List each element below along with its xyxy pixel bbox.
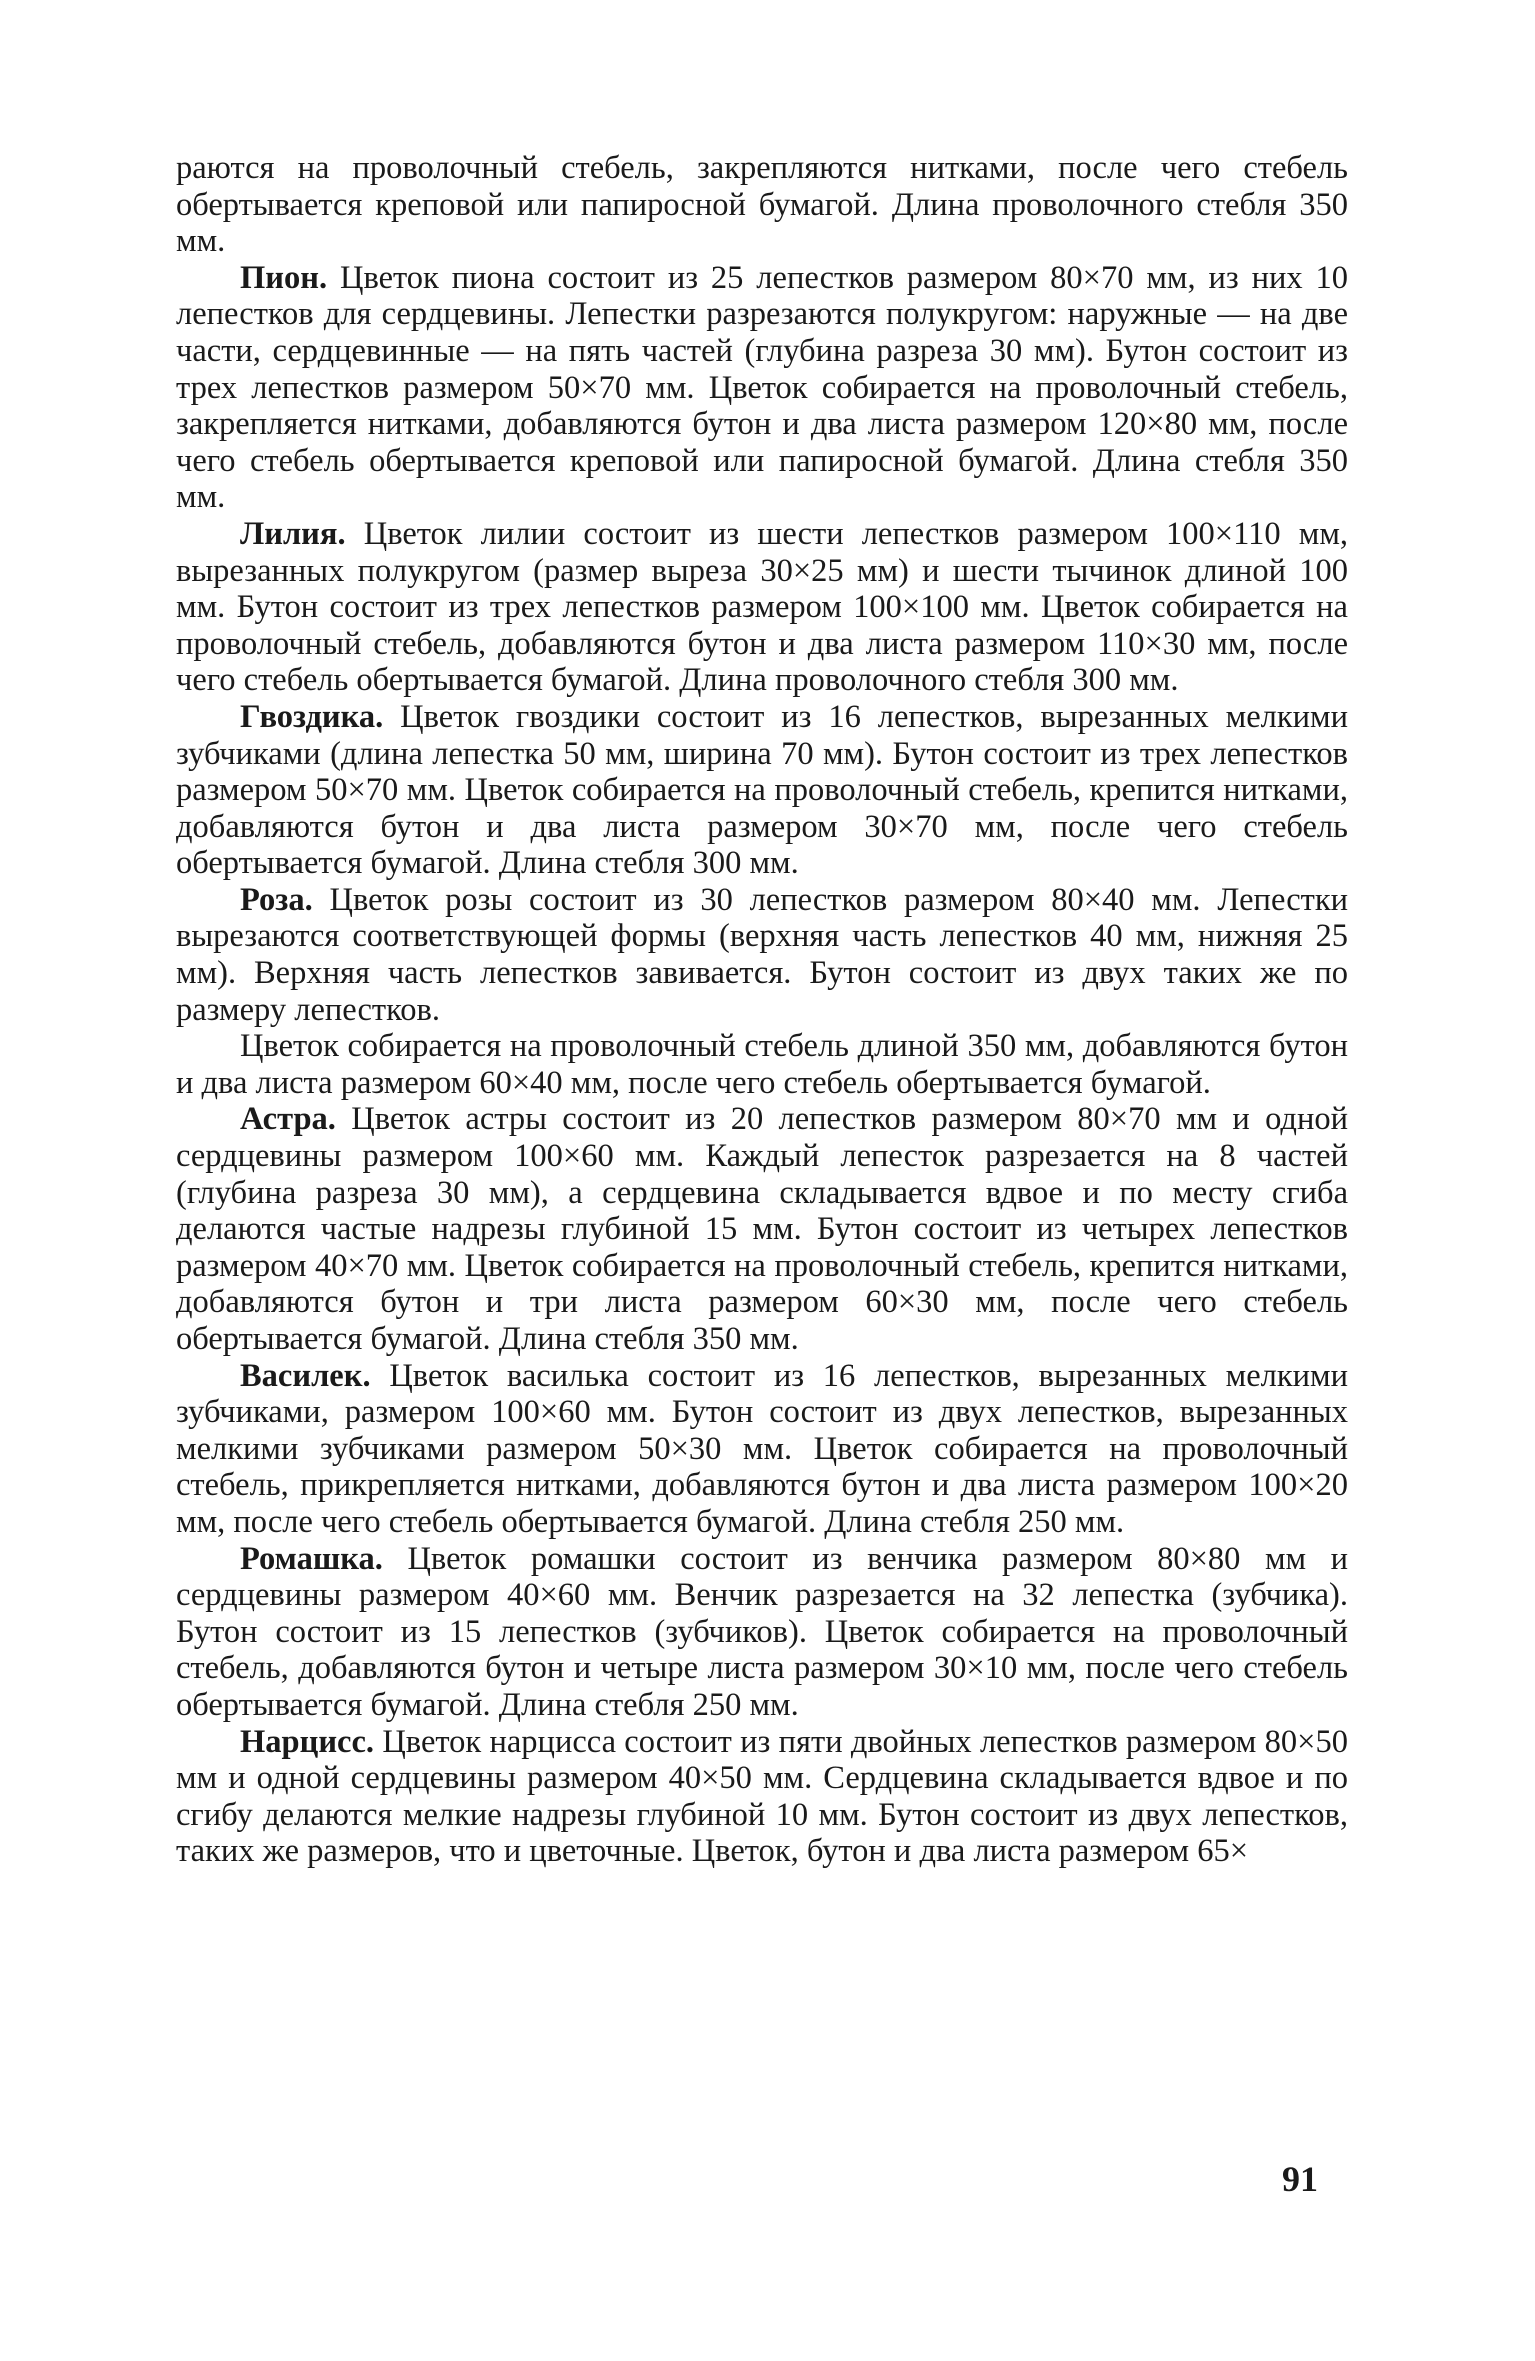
paragraph-term: Роза. [240, 881, 313, 918]
paragraph-text: Цветок собирается на проволочный стебель длиной 350 мм, добавляются бутон и два листа размером 60×40 мм, после чего стебель обертывается бумагой. [176, 1028, 1348, 1101]
paragraph-text: Цветок астры состоит из 20 лепестков размером 80×70 мм и одной сердцевины размером 100×60 мм. Каждый лепесток разрезается на 8 частей (глубина разреза 30 мм), а сердцевина складывается вдвое и по месту сгиба делаются частые надрезы глубиной 15 мм. Бутон состоит из четырех лепестков размером 40×70 мм. Цветок собирается на проволочный стебель, крепится нитками, добавляются бутон и три листа размером 60×30 мм, после чего стебель обертывается бумагой. Длина стебля 350 мм. [176, 1101, 1348, 1357]
paragraph-vasilek [176, 1358, 1348, 1541]
paragraph-intro [176, 150, 1348, 260]
paragraph-text: Цветок пиона состоит из 25 лепестков размером 80×70 мм, из них 10 лепестков для сердцевины. Лепестки разрезаются полукругом: наружные — на две части, сердцевинные — на пять частей (глубина разреза 30 мм). Бутон состоит из трех лепестков размером 50×70 мм. Цветок собирается на проволочный стебель, закрепляется нитками, добавляются бутон и два листа размером 120×80 мм, после чего стебель обертывается креповой или папиросной бумагой. Длина стебля 350 мм. [176, 259, 1348, 516]
paragraph-astra [176, 1101, 1348, 1357]
paragraph-term: Василек. [240, 1357, 371, 1394]
paragraph-text: Цветок нарцисса состоит из пяти двойных лепестков размером 80×50 мм и одной сердцевины размером 40×50 мм. Сердцевина складывается вдвое и по сгибу делаются мелкие надрезы глубиной 10 мм. Бутон состоит из двух лепестков, таких же размеров, что и цветочные. Цветок, бутон и два листа размером 65× [176, 1723, 1348, 1870]
paragraph-term: Гвоздика. [240, 698, 384, 735]
paragraph-term: Лилия. [240, 515, 346, 552]
paragraph-roza-continued [176, 1028, 1348, 1101]
paragraph-romashka [176, 1541, 1348, 1724]
paragraph-nartsiss [176, 1724, 1348, 1870]
paragraph-liliya [176, 516, 1348, 699]
paragraph-text: раются на проволочный стебель, закрепляются нитками, после чего стебель обертывается креповой или папиросной бумагой. Длина проволочного стебля 350 мм. [176, 150, 1348, 260]
page-body [176, 150, 1348, 1870]
paragraph-term: Ромашка. [240, 1540, 383, 1577]
paragraph-text: Цветок василька состоит из 16 лепестков, вырезанных мелкими зубчиками, размером 100×60 мм. Бутон состоит из двух лепестков, вырезанных мелкими зубчиками размером 50×30 мм. Цветок собирается на проволочный стебель, прикрепляется нитками, добавляются бутон и два листа размером 100×20 мм, после чего стебель обертывается бумагой. Длина стебля 250 мм. [176, 1357, 1348, 1540]
paragraph-pion [176, 260, 1348, 516]
paragraph-text: Цветок ромашки состоит из венчика размером 80×80 мм и сердцевины размером 40×60 мм. Венчик разрезается на 32 лепестка (зубчика). Бутон состоит из 15 лепестков (зубчиков). Цветок собирается на проволочный стебель, добавляются бутон и четыре листа размером 30×10 мм, после чего стебель обертывается бумагой. Длина стебля 250 мм. [176, 1540, 1349, 1723]
paragraph-text: Цветок лилии состоит из шести лепестков размером 100×110 мм, вырезанных полукругом (размер выреза 30×25 мм) и шести тычинок длиной 100 мм. Бутон состоит из трех лепестков размером 100×100 мм. Цветок собирается на проволочный стебель, добавляются бутон и два листа размером 110×30 мм, после чего стебель обертывается бумагой. Длина проволочного стебля 300 мм. [176, 515, 1349, 699]
paragraph-text: Цветок гвоздики состоит из 16 лепестков, вырезанных мелкими зубчиками (длина лепестка 50 мм, ширина 70 мм). Бутон состоит из трех лепестков размером 50×70 мм. Цветок собирается на проволочный стебель, крепится нитками, добавляются бутон и два листа размером 30×70 мм, после чего стебель обертывается бумагой. Длина стебля 300 мм. [176, 698, 1349, 882]
paragraph-gvozdika [176, 699, 1348, 882]
paragraph-text: Цветок розы состоит из 30 лепестков размером 80×40 мм. Лепестки вырезаются соответствующей формы (верхняя часть лепестков 40 мм, нижняя 25 мм). Верхняя часть лепестков завивается. Бутон состоит из двух таких же по размеру лепестков. [176, 881, 1348, 1028]
paragraph-roza [176, 882, 1348, 1028]
page-number: 91 [1282, 2159, 1318, 2199]
paragraph-term: Астра. [240, 1101, 336, 1138]
paragraph-term: Пион. [240, 259, 328, 296]
paragraph-term: Нарцисс. [240, 1723, 375, 1760]
